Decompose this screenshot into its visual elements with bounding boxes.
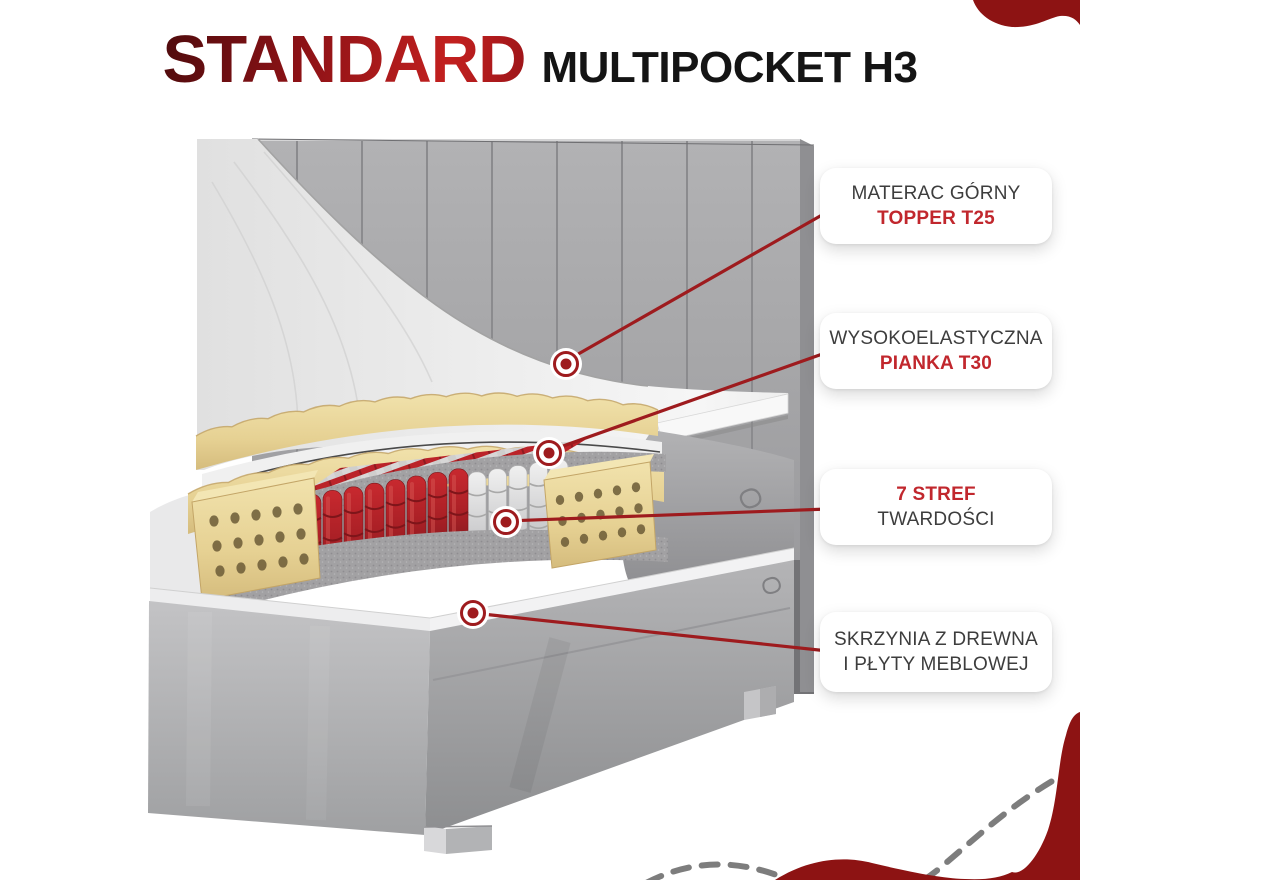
callout-line: I PŁYTY MEBLOWEJ — [843, 654, 1029, 675]
callout-line: WYSOKOELASTYCZNA — [829, 328, 1043, 349]
callout-card-topper — [820, 168, 1052, 244]
callout-line: MATERAC GÓRNY — [851, 183, 1021, 204]
brand-name: STANDARD — [162, 22, 526, 97]
model-name: MULTIPOCKET H3 — [541, 43, 918, 92]
top-right-blob — [973, 0, 1080, 27]
callout-line: 7 STREF — [896, 484, 976, 505]
callout-card-foam — [820, 313, 1052, 389]
page-title — [0, 22, 1080, 97]
callout-line: TWARDOŚCI — [877, 509, 995, 530]
callout-line: PIANKA T30 — [879, 353, 993, 374]
callout-dot-icon — [533, 437, 565, 469]
callout-card-box — [820, 612, 1052, 692]
callout-line: SKRZYNIA Z DREWNA — [834, 629, 1038, 650]
bed-leg — [424, 826, 492, 854]
callout-dot-icon — [490, 506, 522, 538]
callout-line: TOPPER T25 — [877, 208, 995, 229]
latex-block-right — [544, 454, 656, 568]
callout-dot-icon — [550, 348, 582, 380]
bottom-right-blob — [775, 712, 1080, 880]
callout-card-zones — [820, 469, 1052, 545]
callout-dot-icon — [457, 597, 489, 629]
